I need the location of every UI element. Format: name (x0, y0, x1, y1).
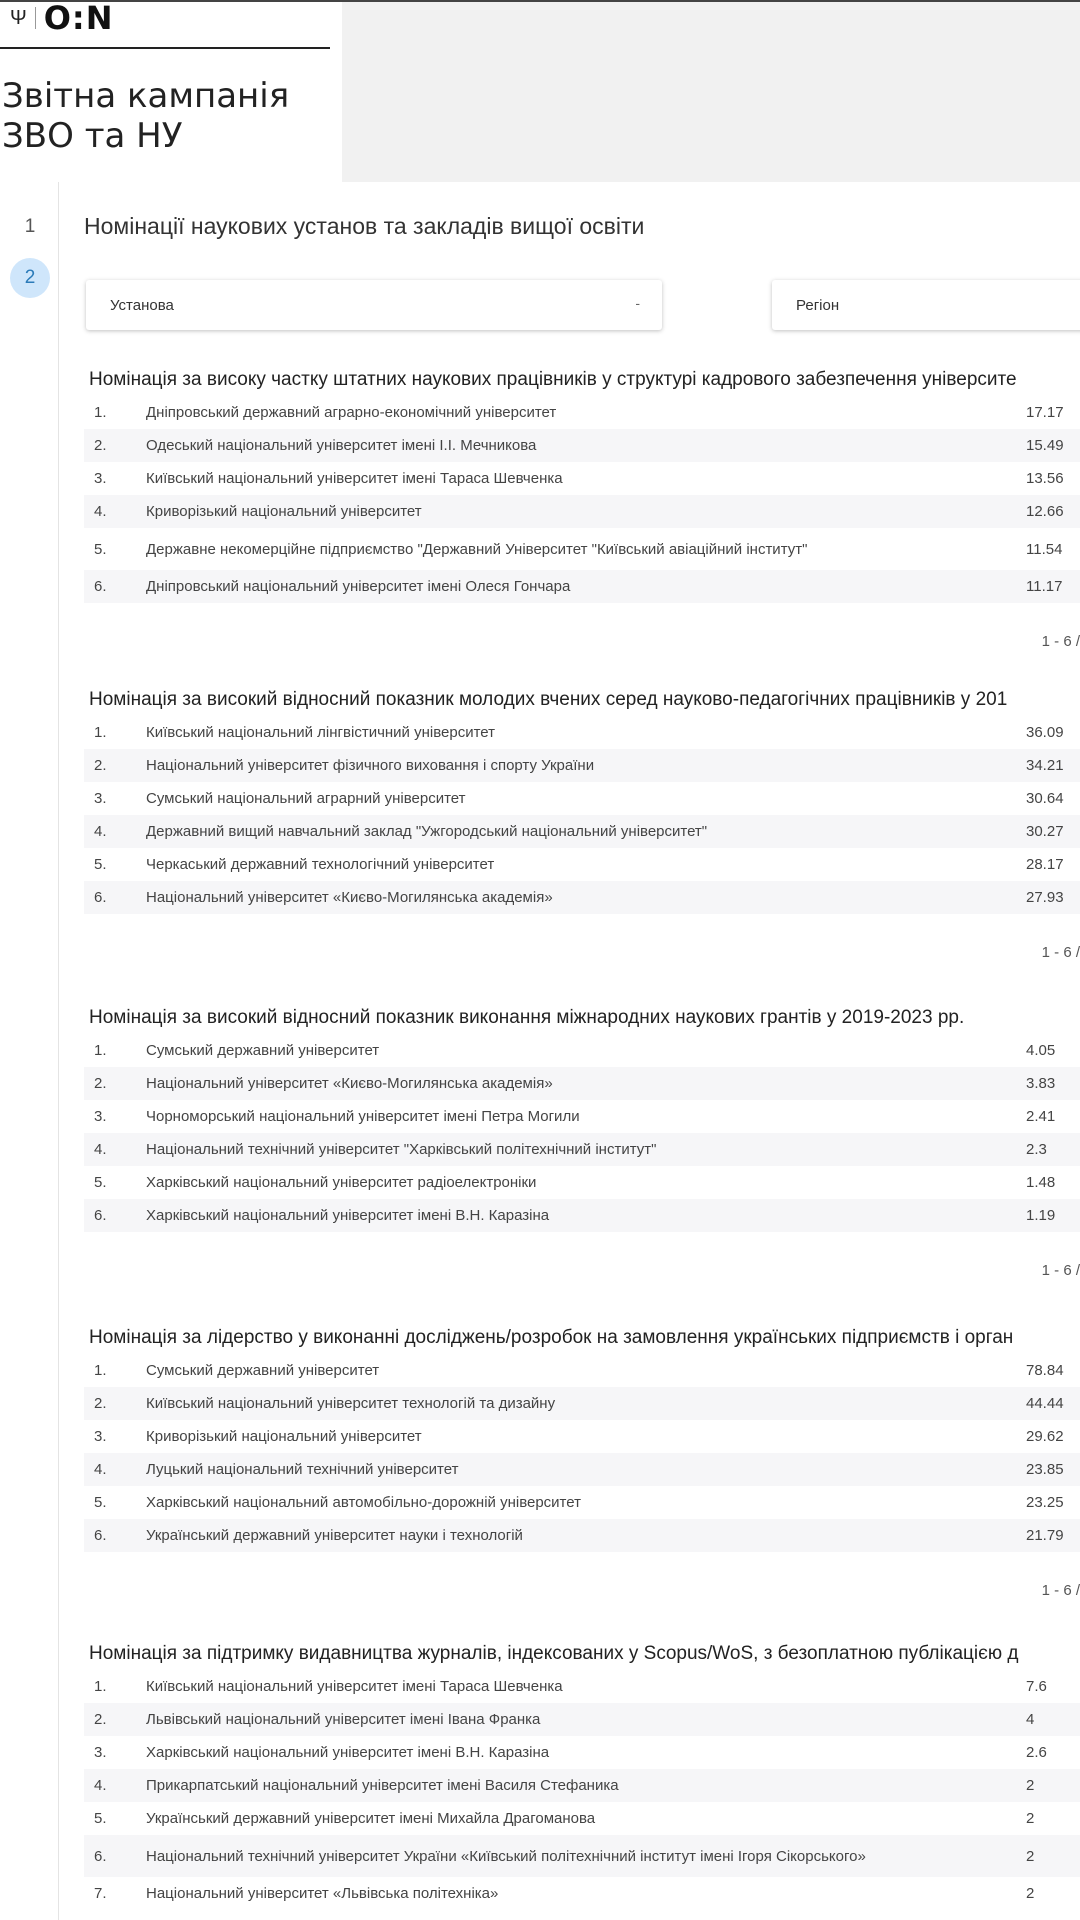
row-value: 27.93 (1026, 889, 1064, 906)
row-value: 29.62 (1026, 1428, 1064, 1445)
row-value: 2 (1026, 1885, 1035, 1902)
pagination-label: 1 - 6 / (1041, 1262, 1080, 1279)
row-rank: 2. (94, 1395, 107, 1412)
table-row[interactable] (84, 1100, 1080, 1133)
table-row[interactable] (84, 1877, 1080, 1910)
table-row[interactable] (84, 1486, 1080, 1519)
row-institution-name: Національний університет «Києво-Могилянська академія» (146, 1075, 553, 1092)
row-value: 7.6 (1026, 1678, 1047, 1695)
chevron-down-icon: - (635, 295, 640, 311)
row-institution-name: Луцький національний технічний університет (146, 1461, 459, 1478)
row-rank: 2. (94, 1075, 107, 1092)
row-rank: 4. (94, 823, 107, 840)
row-institution-name: Український державний університет імені Михайла Драгоманова (146, 1810, 596, 1827)
nomination-table (84, 684, 1080, 970)
table-row[interactable] (84, 1703, 1080, 1736)
nomination-title: Номінація за підтримку видавництва журналів, індексованих у Scopus/WoS, з безоплатною публікацією д (89, 1643, 1019, 1664)
row-rank: 7. (94, 1885, 107, 1902)
table-body (84, 1034, 1080, 1232)
row-value: 23.85 (1026, 1461, 1064, 1478)
table-row[interactable] (84, 782, 1080, 815)
row-rank: 4. (94, 503, 107, 520)
row-value: 78.84 (1026, 1362, 1064, 1379)
row-value: 11.54 (1026, 540, 1063, 558)
row-value: 12.66 (1026, 503, 1064, 520)
row-value: 2.3 (1026, 1141, 1047, 1158)
row-rank: 5. (94, 1494, 107, 1511)
row-institution-name: Одеський національний університет імені І.І. Мечникова (146, 437, 537, 454)
nomination-table (84, 1638, 1080, 1910)
section-title: Номінації наукових установ та закладів вищої освіти (84, 213, 645, 239)
row-institution-name: Національний університет «Львівська політехніка» (146, 1885, 499, 1902)
step-1-link[interactable]: 1 (24, 216, 36, 237)
table-row[interactable] (84, 1736, 1080, 1769)
region-select[interactable] (772, 280, 1080, 330)
row-institution-name: Сумський національний аграрний університет (146, 790, 466, 807)
row-value: 2 (1026, 1810, 1035, 1827)
table-row[interactable] (84, 1453, 1080, 1486)
table-row[interactable] (84, 1420, 1080, 1453)
table-row[interactable] (84, 716, 1080, 749)
row-value: 4 (1026, 1711, 1035, 1728)
table-row[interactable] (84, 1034, 1080, 1067)
table-row[interactable] (84, 1354, 1080, 1387)
row-value: 3.83 (1026, 1075, 1056, 1092)
row-institution-name: Національний технічний університет України «Київський політехнічний інститут імені Ігоря Сікорського» (146, 1847, 866, 1865)
row-rank: 4. (94, 1777, 107, 1794)
row-value: 34.21 (1026, 757, 1064, 774)
header-background (342, 2, 1080, 182)
row-rank: 6. (94, 1527, 107, 1544)
table-row[interactable] (84, 1519, 1080, 1552)
row-institution-name: Харківський національний університет імені В.Н. Каразіна (146, 1207, 550, 1224)
nomination-title: Номінація за лідерство у виконанні досліджень/розробок на замовлення українських підприємств і орган (89, 1327, 1014, 1348)
row-rank: 5. (94, 1810, 107, 1827)
row-institution-name: Київський національний лінгвістичний університет (146, 724, 495, 741)
row-value: 13.56 (1026, 470, 1064, 487)
row-value: 4.05 (1026, 1042, 1056, 1059)
table-row[interactable] (84, 815, 1080, 848)
brand-logo: O:N (43, 0, 114, 37)
row-institution-name: Харківський національний університет радіоелектроніки (146, 1174, 537, 1191)
row-rank: 6. (94, 889, 107, 906)
row-rank: 1. (94, 1362, 107, 1379)
row-rank: 3. (94, 790, 107, 807)
header-panel (0, 2, 342, 182)
row-rank: 6. (94, 578, 107, 595)
logo[interactable] (10, 0, 114, 37)
row-rank: 1. (94, 1042, 107, 1059)
row-value: 2.6 (1026, 1744, 1047, 1761)
row-institution-name: Дніпровський державний аграрно-економічний університет (146, 404, 557, 421)
step-2-link[interactable]: 2 (10, 258, 50, 298)
row-rank: 4. (94, 1461, 107, 1478)
table-row[interactable] (84, 528, 1080, 570)
table-row[interactable] (84, 462, 1080, 495)
row-value: 23.25 (1026, 1494, 1064, 1511)
row-rank: 1. (94, 724, 107, 741)
row-rank: 3. (94, 1108, 107, 1125)
row-institution-name: Чорноморський національний університет імені Петра Могили (146, 1108, 580, 1125)
nomination-title: Номінація за високий відносний показник молодих вчених серед науково-педагогічних працівників у 201 (89, 689, 1008, 710)
row-institution-name: Харківський національний університет імені В.Н. Каразіна (146, 1744, 550, 1761)
row-rank: 6. (94, 1207, 107, 1224)
table-row[interactable] (84, 396, 1080, 429)
table-body (84, 1354, 1080, 1552)
row-rank: 5. (94, 540, 107, 558)
row-value: 11.17 (1026, 578, 1063, 595)
row-institution-name: Львівський національний університет імені Івана Франка (146, 1711, 541, 1728)
page-title-line-2: ЗВО та НУ (2, 116, 183, 156)
pagination-label: 1 - 6 / (1041, 944, 1080, 961)
nomination-title: Номінація за високу частку штатних наукових працівників у структурі кадрового забезпечення університе (89, 369, 1017, 390)
pagination-label: 1 - 6 / (1041, 633, 1080, 650)
trident-icon: Ψ (10, 6, 27, 29)
nomination-table (84, 1002, 1080, 1288)
row-value: 15.49 (1026, 437, 1064, 454)
row-value: 2 (1026, 1777, 1035, 1794)
page-title (2, 76, 289, 156)
row-value: 2 (1026, 1847, 1035, 1865)
table-body (84, 396, 1080, 603)
nomination-table (84, 1322, 1080, 1608)
pagination-label: 1 - 6 / (1041, 1582, 1080, 1599)
table-row[interactable] (84, 495, 1080, 528)
table-row[interactable] (84, 1769, 1080, 1802)
row-institution-name: Прикарпатський національний університет імені Василя Стефаника (146, 1777, 619, 1794)
row-institution-name: Державне некомерційне підприємство "Державний Університет "Київський авіаційний інститут" (146, 540, 808, 558)
row-rank: 2. (94, 757, 107, 774)
institution-select-label: Установа (110, 296, 174, 314)
row-value: 44.44 (1026, 1395, 1064, 1412)
table-row[interactable] (84, 1835, 1080, 1877)
row-institution-name: Криворізький національний університет (146, 1428, 422, 1445)
row-value: 28.17 (1026, 856, 1064, 873)
row-value: 30.27 (1026, 823, 1064, 840)
row-institution-name: Національний університет фізичного виховання і спорту України (146, 757, 595, 774)
step-rail (58, 182, 59, 1920)
divider (0, 47, 330, 49)
row-rank: 1. (94, 404, 107, 421)
nomination-table (84, 364, 1080, 659)
row-value: 1.19 (1026, 1207, 1056, 1224)
row-rank: 5. (94, 1174, 107, 1191)
table-body (84, 716, 1080, 914)
table-body (84, 1670, 1080, 1910)
row-institution-name: Київський національний університет імені Тараса Шевченка (146, 470, 563, 487)
row-rank: 4. (94, 1141, 107, 1158)
row-rank: 3. (94, 470, 107, 487)
row-rank: 3. (94, 1744, 107, 1761)
row-institution-name: Державний вищий навчальний заклад "Ужгородський національний університет" (146, 823, 708, 840)
row-institution-name: Криворізький національний університет (146, 503, 422, 520)
row-institution-name: Черкаський державний технологічний університет (146, 856, 495, 873)
page-title-line-1: Звітна кампанія (2, 76, 290, 116)
row-institution-name: Київський національний університет імені Тараса Шевченка (146, 1678, 563, 1695)
table-row[interactable] (84, 1387, 1080, 1420)
row-rank: 6. (94, 1847, 107, 1865)
row-rank: 3. (94, 1428, 107, 1445)
institution-select[interactable] (86, 280, 662, 330)
table-row[interactable] (84, 881, 1080, 914)
row-institution-name: Сумський державний університет (146, 1362, 380, 1379)
row-institution-name: Дніпровський національний університет імені Олеся Гончара (146, 578, 571, 595)
region-select-label: Регіон (796, 296, 840, 314)
row-value: 30.64 (1026, 790, 1064, 807)
row-institution-name: Національний університет «Києво-Могилянська академія» (146, 889, 553, 906)
row-value: 2.41 (1026, 1108, 1056, 1125)
row-institution-name: Сумський державний університет (146, 1042, 380, 1059)
row-rank: 2. (94, 437, 107, 454)
row-value: 1.48 (1026, 1174, 1056, 1191)
table-row[interactable] (84, 1133, 1080, 1166)
row-institution-name: Український державний університет науки і технологій (146, 1527, 523, 1544)
row-institution-name: Національний технічний університет "Харківський політехнічний інститут" (146, 1141, 657, 1158)
row-rank: 2. (94, 1711, 107, 1728)
table-row[interactable] (84, 429, 1080, 462)
table-row[interactable] (84, 1199, 1080, 1232)
table-row[interactable] (84, 1067, 1080, 1100)
table-row[interactable] (84, 1166, 1080, 1199)
table-row[interactable] (84, 1670, 1080, 1703)
row-rank: 1. (94, 1678, 107, 1695)
row-value: 36.09 (1026, 724, 1064, 741)
table-row[interactable] (84, 570, 1080, 603)
row-value: 17.17 (1026, 404, 1064, 421)
row-institution-name: Харківський національний автомобільно-дорожній університет (146, 1494, 581, 1511)
row-value: 21.79 (1026, 1527, 1064, 1544)
logo-divider (35, 7, 36, 29)
row-rank: 5. (94, 856, 107, 873)
table-row[interactable] (84, 1802, 1080, 1835)
table-row[interactable] (84, 848, 1080, 881)
nomination-title: Номінація за високий відносний показник виконання міжнародних наукових грантів у 2019-2023 рр. (89, 1007, 965, 1028)
row-institution-name: Київський національний університет технологій та дизайну (146, 1395, 556, 1412)
table-row[interactable] (84, 749, 1080, 782)
